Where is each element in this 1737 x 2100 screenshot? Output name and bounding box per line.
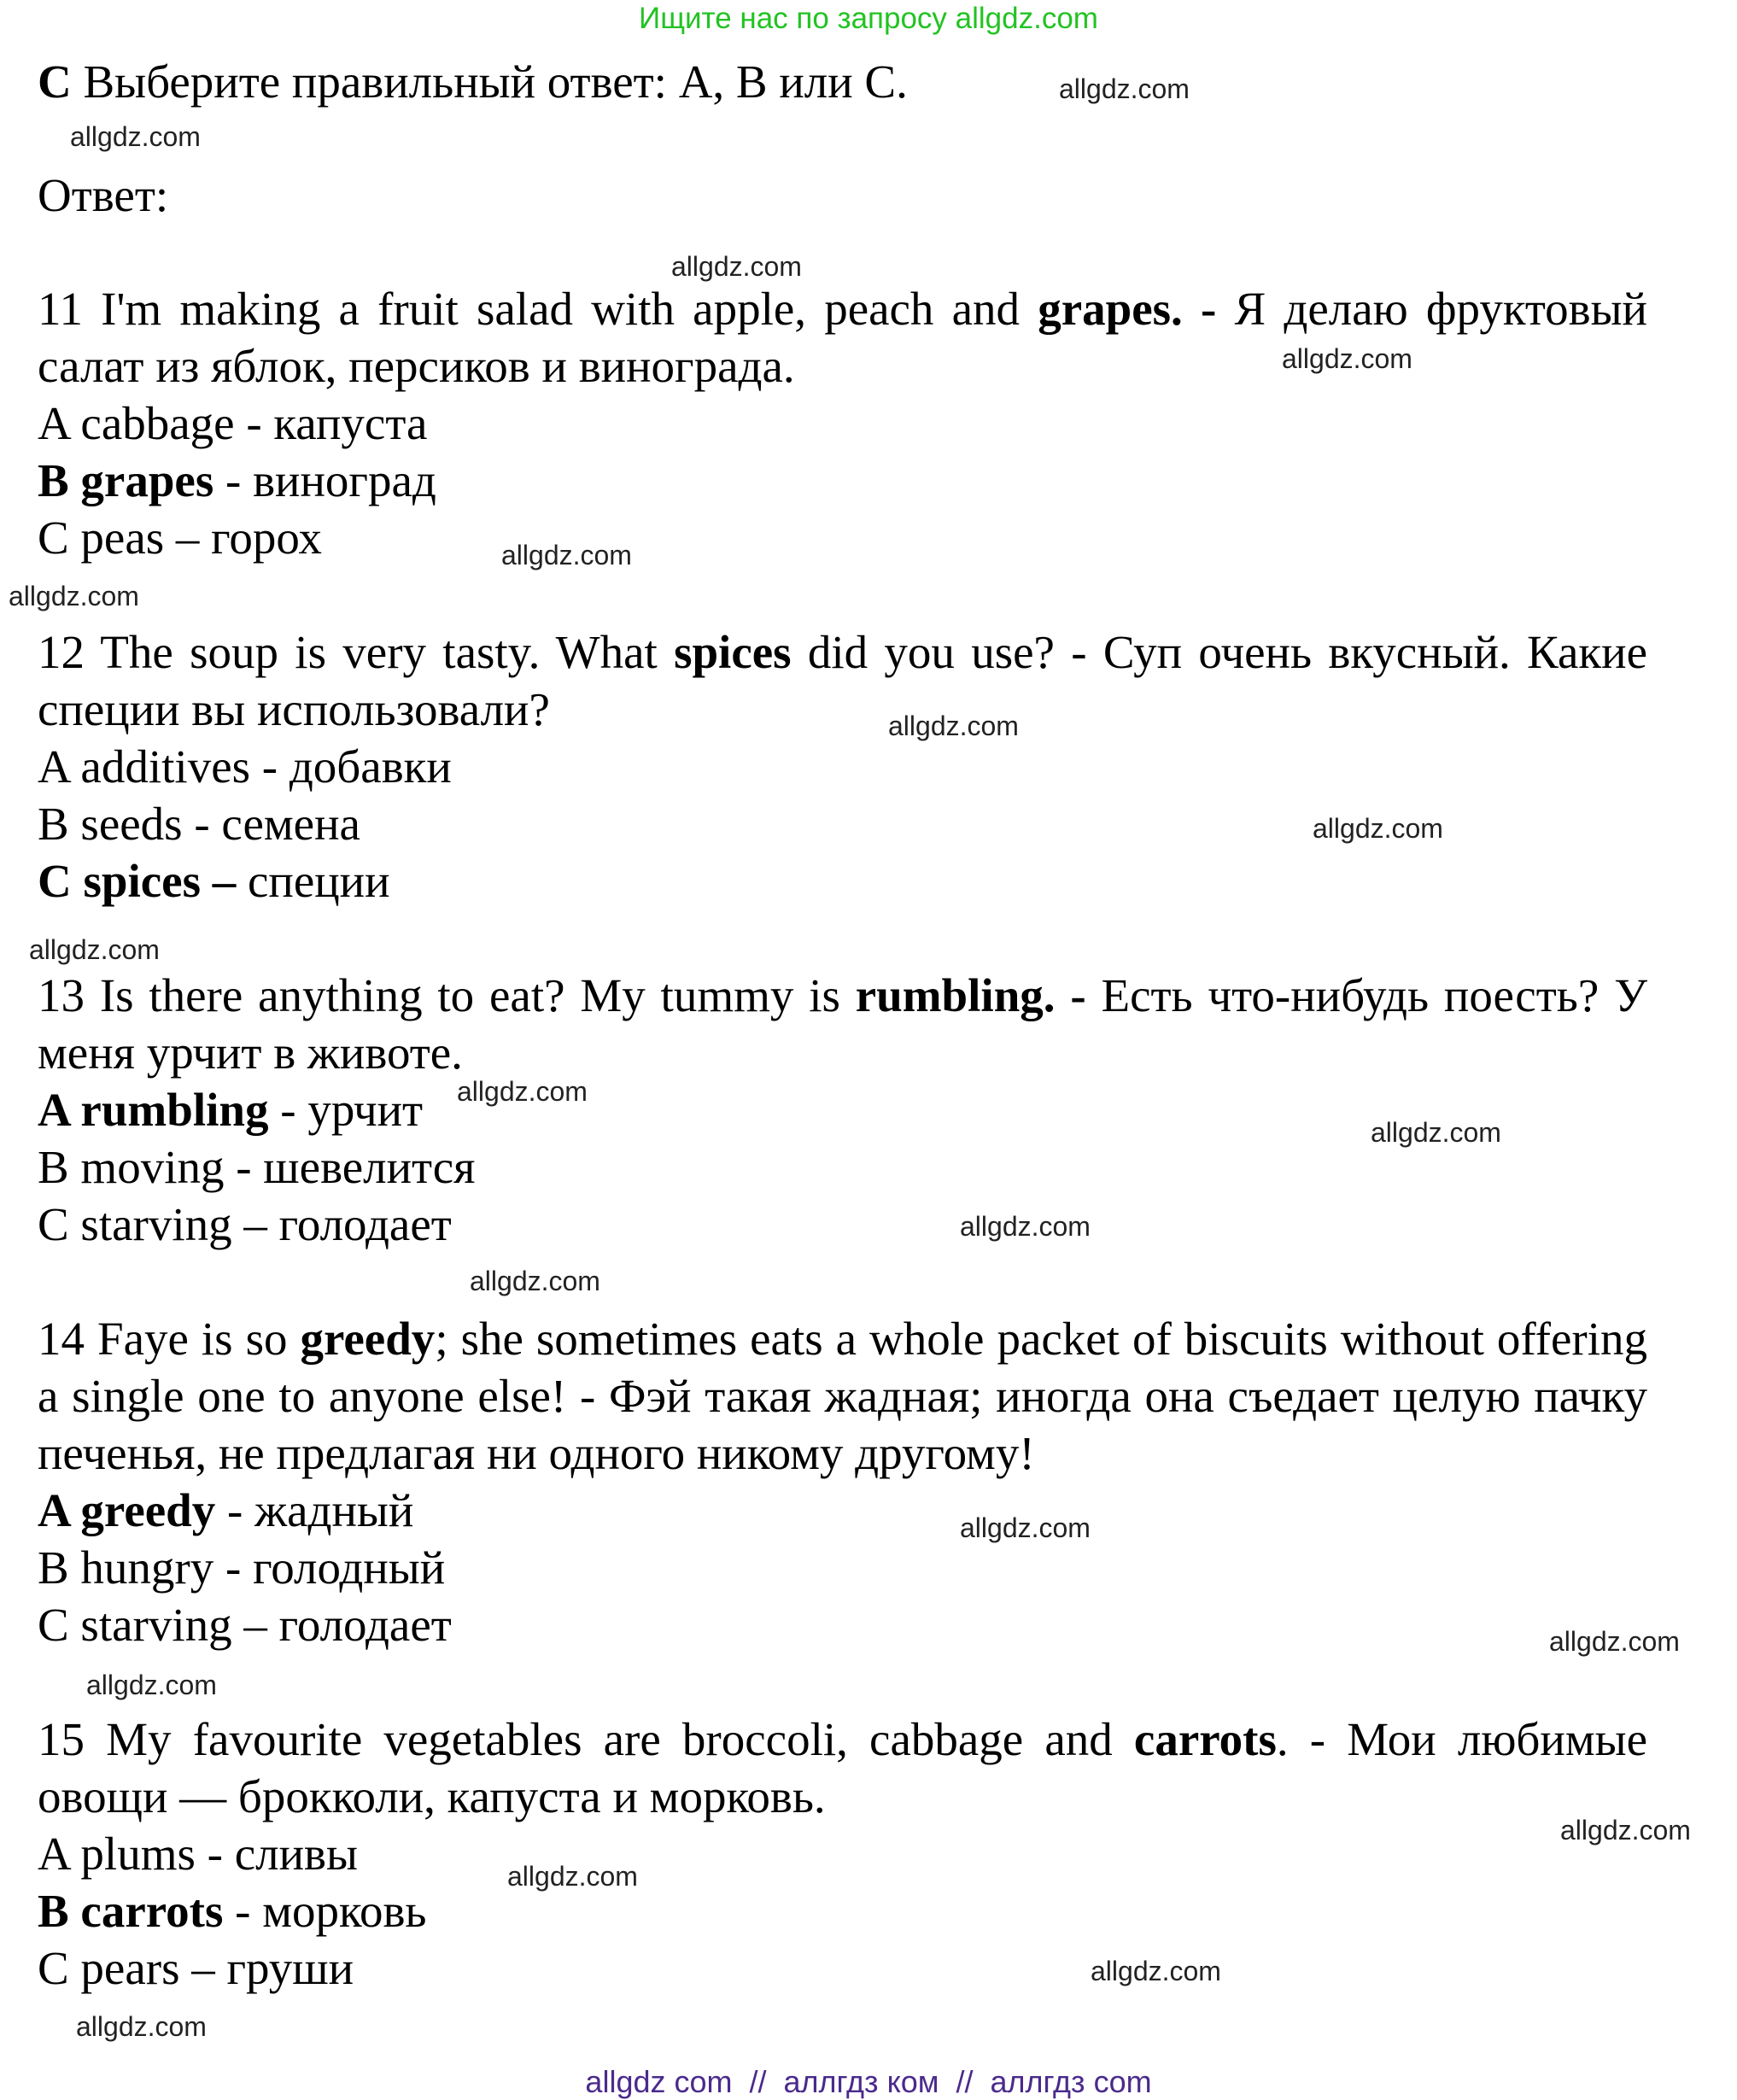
watermark: allgdz.com	[1091, 1956, 1221, 1986]
q12-option-b: B seeds - семена	[38, 798, 360, 850]
q11-option-a: A cabbage - капуста	[38, 397, 428, 449]
watermark: allgdz.com	[671, 251, 802, 282]
watermark: allgdz.com	[507, 1861, 638, 1892]
q13-bold: rumbling. -	[855, 969, 1086, 1021]
q13-option-b: B moving - шевелится	[38, 1141, 476, 1193]
q13-option-a-bold: A rumbling	[38, 1084, 269, 1136]
q15-bold: carrots	[1133, 1713, 1277, 1765]
q14-option-a	[38, 1482, 413, 1539]
q15-option-c: C pears – груши	[38, 1942, 354, 1994]
watermark: allgdz.com	[888, 711, 1019, 741]
q12-option-c	[38, 852, 390, 910]
question-11	[38, 280, 1647, 395]
question-12	[38, 623, 1647, 741]
q14-bold: greedy	[300, 1313, 436, 1365]
instruction	[38, 53, 908, 110]
q12-bold: spices	[674, 626, 792, 678]
q13-option-c: C starving – голодает	[38, 1198, 452, 1250]
watermark: allgdz.com	[70, 121, 201, 152]
q13-option-a-rest: - урчит	[268, 1084, 424, 1136]
q14-pre: 14 Faye is so	[38, 1313, 301, 1365]
q14-option-c: C starving – голодает	[38, 1599, 452, 1651]
watermark: allgdz.com	[470, 1266, 600, 1296]
q15-option-b-rest: - морковь	[223, 1885, 427, 1937]
q12-post: did you use? - Суп очень вкусный. Какие специи вы использовали?	[38, 626, 1647, 735]
answer-label: Ответ:	[38, 169, 169, 221]
watermark: allgdz.com	[1313, 813, 1443, 844]
q15-option-b	[38, 1882, 427, 1939]
watermark: allgdz.com	[501, 540, 632, 570]
q14-option-a-bold: A greedy	[38, 1484, 216, 1536]
q11-option-c: C peas – горох	[38, 512, 322, 564]
q14-option-a-rest: - жадный	[215, 1484, 414, 1536]
watermark: allgdz.com	[1371, 1117, 1501, 1148]
q12-option-a: A additives - добавки	[38, 740, 452, 793]
q11-bold: grapes. -	[1038, 283, 1217, 335]
q12-pre: 12 The soup is very tasty. What	[38, 626, 675, 678]
watermark: allgdz.com	[960, 1512, 1091, 1543]
watermark: allgdz.com	[960, 1211, 1091, 1242]
q13-post: Есть что-нибудь поесть? У меня урчит в животе.	[38, 969, 1648, 1079]
watermark: allgdz.com	[1059, 73, 1190, 104]
q11-option-b-rest: - виноград	[213, 454, 436, 506]
question-13	[38, 967, 1647, 1081]
q13-pre: 13 Is there anything to eat? My tummy is	[38, 969, 856, 1021]
watermark: allgdz.com	[1549, 1626, 1680, 1657]
question-14	[38, 1310, 1647, 1482]
q12-option-c-bold: C spices –	[38, 855, 237, 907]
instruction-letter: C	[38, 56, 72, 108]
q14-post: ; she sometimes eats a whole packet of biscuits without offering a single one to anyone else! - Фэй такая жадная; иногда она съедает целую пачку печенья, не предлагая ни одного никому другому!	[38, 1313, 1648, 1479]
top-banner: Ищите нас по запросу allgdz.com	[639, 2, 1098, 35]
q11-post: Я делаю фруктовый салат из яблок, персиков и винограда.	[38, 283, 1647, 392]
q15-option-b-bold: B carrots	[38, 1885, 224, 1937]
watermark: allgdz.com	[9, 581, 139, 611]
q15-pre: 15 My favourite vegetables are broccoli, cabbage and	[38, 1713, 1134, 1765]
q12-option-c-rest: специи	[236, 855, 390, 907]
watermark: allgdz.com	[76, 2011, 207, 2042]
watermark: allgdz.com	[457, 1076, 588, 1107]
watermark: allgdz.com	[29, 934, 160, 965]
question-15	[38, 1711, 1647, 1825]
q11-option-b	[38, 452, 436, 509]
watermark: allgdz.com	[86, 1670, 217, 1700]
q13-option-a	[38, 1081, 423, 1138]
q14-option-b: B hungry - голодный	[38, 1541, 446, 1594]
instruction-text: Выберите правильный ответ: A, B или C.	[71, 56, 908, 108]
q15-post: . - Мои любимые овощи — брокколи, капуста и морковь.	[38, 1713, 1647, 1822]
q11-option-b-bold: B grapes	[38, 454, 214, 506]
q11-pre: 11 I'm making a fruit salad with apple, peach and	[38, 283, 1038, 335]
q15-option-a: A plums - сливы	[38, 1828, 358, 1880]
watermark: allgdz.com	[1282, 343, 1412, 374]
watermark: allgdz.com	[1560, 1815, 1691, 1846]
bottom-banner[interactable]: allgdz com // аллгдз ком // аллгдз com	[585, 2064, 1152, 2099]
